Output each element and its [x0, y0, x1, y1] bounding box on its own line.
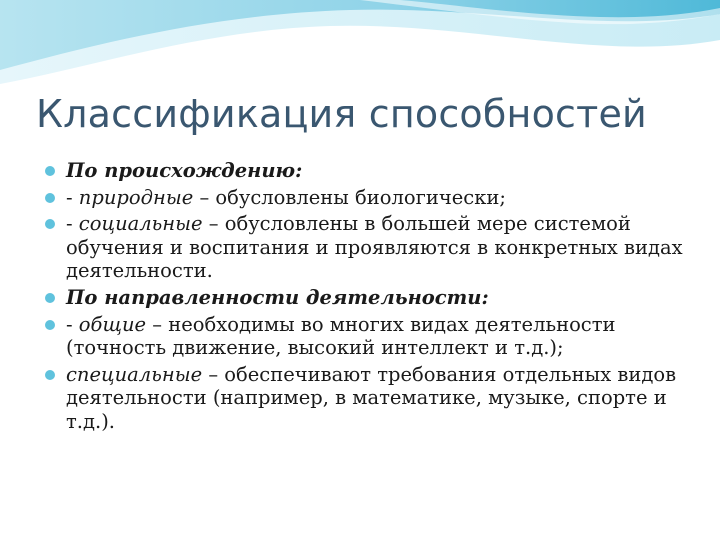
bullet-dot-icon — [45, 166, 55, 176]
bullet-dot-icon — [45, 370, 55, 380]
bullet-dot-icon — [45, 293, 55, 303]
slide-title: Классификация способностей — [36, 92, 647, 136]
list-item-general — [45, 313, 685, 360]
item-description: – обеспечивают требования отдельных видов деятельности (например, в математике, музыке, спорте и т.д.). — [66, 362, 677, 433]
list-item-social — [45, 212, 685, 283]
item-prefix: - — [66, 312, 79, 336]
bullet-dot-icon — [45, 219, 55, 229]
item-term: природные — [78, 185, 194, 209]
item-term: общие — [78, 312, 147, 336]
item-description: – обусловлены в большей мере системой обучения и воспитания и проявляются в конкретных видах деятельности. — [66, 212, 683, 283]
list-item-direction-heading — [45, 286, 685, 310]
list-item-special — [45, 363, 685, 434]
bullet-dot-icon — [45, 193, 55, 203]
heading-text: По направленности деятельности: — [66, 285, 489, 309]
heading-text: По происхождению: — [66, 159, 303, 182]
header-wave-decoration — [0, 0, 720, 90]
list-item-natural — [45, 186, 685, 210]
item-term: специальные — [66, 362, 203, 386]
bullet-dot-icon — [45, 320, 55, 330]
bullet-list — [45, 159, 685, 437]
item-description: – обусловлены биологически; — [193, 185, 506, 209]
item-prefix: - — [66, 212, 79, 236]
item-term: социальные — [78, 212, 203, 236]
list-item-origin-heading — [45, 159, 685, 183]
item-prefix: - — [66, 185, 79, 209]
item-description: – необходимы во многих видах деятельности (точность движение, высокий интеллект и т.д.); — [66, 312, 616, 360]
